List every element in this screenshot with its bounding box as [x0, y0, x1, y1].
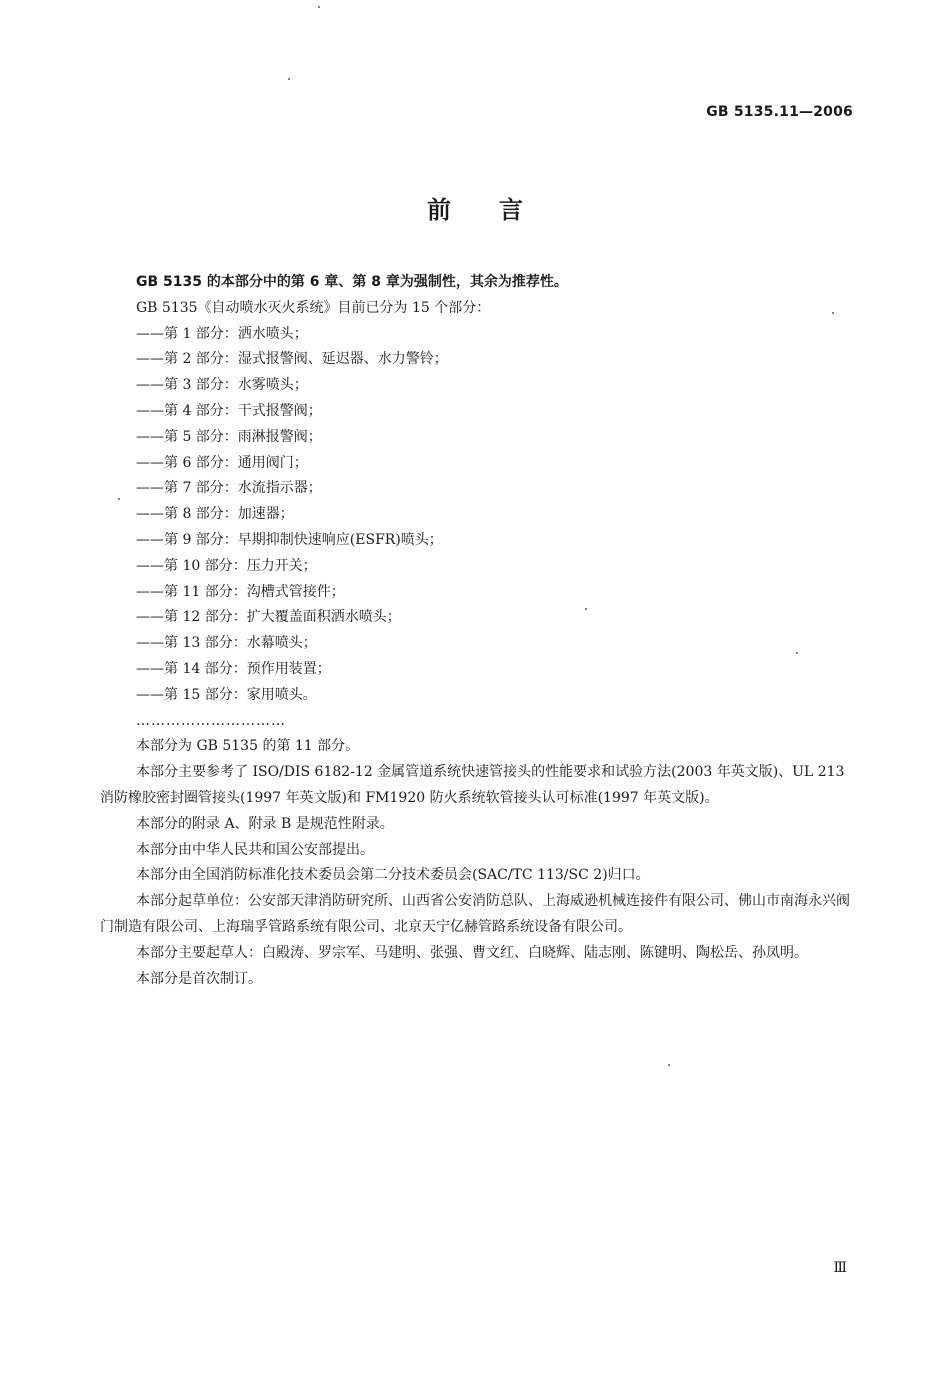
page-title: 前言 — [427, 196, 571, 224]
paragraph-part-number: 本部分为 GB 5135 的第 11 部分。 — [136, 738, 360, 755]
list-item: ——第 6 部分：通用阀门； — [136, 454, 308, 471]
paragraph-drafting-units: 本部分起草单位：公安部天津消防研究所、山西省公安消防总队、上海威逊机械连接件有限公司、佛山市南海永兴阀门制造有限公司、上海瑞孚管路系统有限公司、北京天宁亿赫管路系统设备有限公司。 — [100, 893, 850, 935]
ellipsis-line: ………………………… — [136, 712, 286, 729]
parts-list — [100, 322, 858, 709]
list-item: ——第 7 部分：水流指示器； — [136, 480, 322, 497]
list-item: ——第 5 部分：雨淋报警阀； — [136, 428, 322, 445]
page-number: Ⅲ — [833, 1260, 847, 1276]
scan-speck — [118, 498, 120, 500]
paragraph-first-edition: 本部分是首次制订。 — [136, 970, 262, 987]
paragraph-annexes: 本部分的附录 A、附录 B 是规范性附录。 — [136, 815, 394, 832]
list-item: ——第 10 部分：压力开关； — [136, 557, 317, 574]
mandatory-statement: GB 5135 的本部分中的第 6 章、第 8 章为强制性，其余为推荐性。 — [136, 274, 568, 290]
scan-speck — [318, 6, 320, 8]
list-item: ——第 3 部分：水雾喷头； — [136, 377, 308, 394]
list-item: ——第 1 部分：洒水喷头； — [136, 325, 308, 342]
scan-speck — [668, 1064, 670, 1066]
list-item: ——第 4 部分：干式报警阀； — [136, 402, 322, 419]
paragraph-references: 本部分主要参考了 ISO/DIS 6182-12 金属管道系统快速管接头的性能要求和试验方法(2003 年英文版)、UL 213 消防橡胶密封圈管接头(1997 年英文版)和 FM1920 防火系统软管接头认可标准(1997 年英文版)。 — [100, 764, 845, 806]
paragraph-managed-by: 本部分由全国消防标准化技术委员会第二分技术委员会(SAC/TC 113/SC 2)归口。 — [136, 867, 650, 884]
list-item: ——第 8 部分：加速器； — [136, 506, 294, 523]
paragraph-drafters: 本部分主要起草人：白殿涛、罗宗军、马建明、张强、曹文红、白晓辉、陆志刚、陈键明、陶松岳、孙凤明。 — [136, 944, 808, 961]
list-item: ——第 9 部分：早期抑制快速响应(ESFR)喷头； — [136, 531, 443, 548]
list-item: ——第 13 部分：水幕喷头； — [136, 635, 317, 652]
scan-speck — [288, 78, 290, 80]
foreword-body — [100, 270, 858, 992]
list-item: ——第 14 部分：预作用装置； — [136, 660, 331, 677]
list-item: ——第 11 部分：沟槽式管接件； — [136, 583, 345, 600]
series-intro: GB 5135《自动喷水灭火系统》目前已分为 15 个部分： — [136, 299, 491, 316]
document-number: GB 5135.11—2006 — [706, 104, 853, 120]
list-item: ——第 2 部分：湿式报警阀、延迟器、水力警铃； — [136, 351, 448, 368]
scan-speck — [832, 312, 834, 314]
list-item: ——第 12 部分：扩大覆盖面积洒水喷头； — [136, 609, 401, 626]
list-item: ——第 15 部分：家用喷头。 — [136, 686, 317, 703]
scan-speck — [585, 608, 587, 610]
paragraph-proposed-by: 本部分由中华人民共和国公安部提出。 — [136, 841, 374, 858]
scan-speck — [796, 652, 798, 654]
